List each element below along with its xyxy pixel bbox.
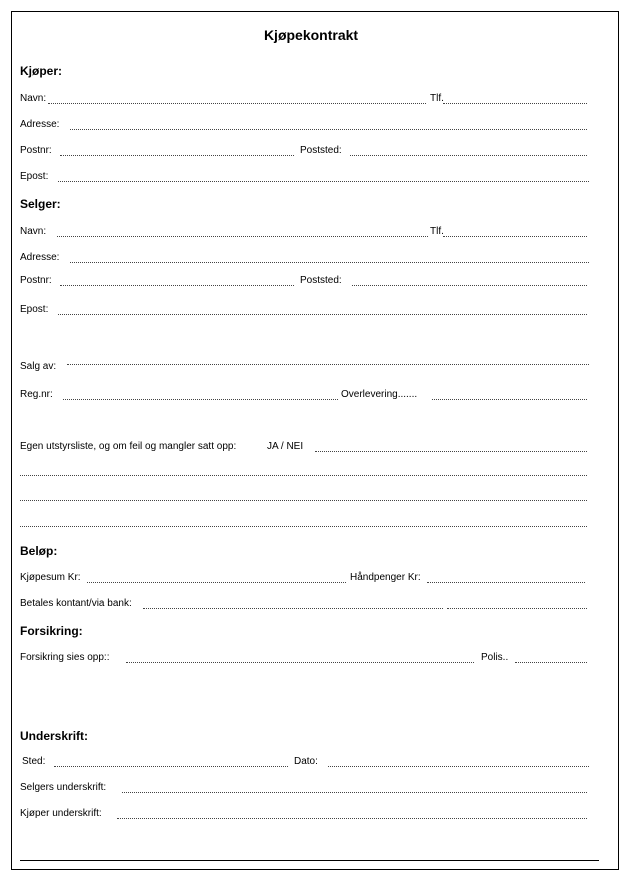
price-field[interactable] [87, 582, 346, 583]
deposit-label: Håndpenger Kr: [350, 572, 421, 583]
regnr-field[interactable] [63, 399, 338, 400]
buyer-address-field[interactable] [70, 129, 587, 130]
date-field[interactable] [328, 766, 589, 767]
buyer-poststed-label: Poststed: [300, 145, 342, 156]
seller-signature-field[interactable] [122, 792, 587, 793]
footer-divider [20, 860, 599, 861]
amount-heading: Beløp: [20, 544, 58, 558]
seller-poststed-label: Poststed: [300, 275, 342, 286]
deposit-field[interactable] [427, 582, 585, 583]
insurance-heading: Forsikring: [20, 624, 83, 638]
insurance-cancel-label: Forsikring sies opp:: [20, 652, 110, 663]
buyer-postnr-label: Postnr: [20, 145, 52, 156]
payment-field[interactable] [143, 608, 443, 609]
place-label: Sted: [22, 756, 46, 767]
policy-field[interactable] [515, 662, 587, 663]
seller-name-field[interactable] [57, 236, 428, 237]
seller-address-field[interactable] [70, 262, 589, 263]
seller-signature-label: Selgers underskrift: [20, 782, 107, 793]
equipment-label: Egen utstyrsliste, og om feil og mangler satt opp: [20, 441, 237, 452]
equipment-choice[interactable]: JA / NEI [267, 441, 304, 452]
seller-address-label: Adresse: [20, 252, 60, 263]
seller-poststed-field[interactable] [352, 285, 587, 286]
buyer-poststed-field[interactable] [350, 155, 587, 156]
seller-postnr-label: Postnr: [20, 275, 52, 286]
seller-name-label: Navn: [20, 226, 47, 237]
page-title: Kjøpekontrakt [263, 27, 359, 43]
seller-phone-field[interactable] [443, 236, 587, 237]
buyer-address-label: Adresse: [20, 119, 60, 130]
payment-field-extra[interactable] [447, 608, 587, 609]
seller-email-field[interactable] [58, 314, 587, 315]
delivery-label: Overlevering....... [341, 389, 418, 400]
payment-label: Betales kontant/via bank: [20, 598, 132, 609]
buyer-phone-field[interactable] [443, 103, 587, 104]
insurance-cancel-field[interactable] [126, 662, 474, 663]
buyer-email-field[interactable] [58, 181, 589, 182]
seller-email-label: Epost: [20, 304, 49, 315]
delivery-field[interactable] [432, 399, 587, 400]
equipment-line-3[interactable] [20, 500, 587, 501]
signature-heading: Underskrift: [20, 729, 89, 743]
sale-of-label: Salg av: [20, 361, 57, 372]
place-field[interactable] [54, 766, 288, 767]
seller-phone-label: Tlf. [430, 226, 444, 237]
buyer-phone-label: Tlf. [430, 93, 444, 104]
price-label: Kjøpesum Kr: [20, 572, 81, 583]
equipment-line-2[interactable] [20, 475, 587, 476]
regnr-label: Reg.nr: [20, 389, 53, 400]
equipment-field[interactable] [315, 451, 587, 452]
seller-postnr-field[interactable] [60, 285, 294, 286]
buyer-heading: Kjøper: [20, 64, 62, 78]
date-label: Dato: [294, 756, 318, 767]
buyer-postnr-field[interactable] [60, 155, 294, 156]
buyer-signature-field[interactable] [117, 818, 587, 819]
policy-label: Polis.. [481, 652, 509, 663]
sale-of-field[interactable] [67, 364, 589, 365]
buyer-signature-label: Kjøper underskrift: [20, 808, 102, 819]
buyer-name-label: Navn: [20, 93, 47, 104]
equipment-line-4[interactable] [20, 526, 587, 527]
buyer-email-label: Epost: [20, 171, 49, 182]
seller-heading: Selger: [20, 197, 61, 211]
buyer-name-field[interactable] [48, 103, 426, 104]
